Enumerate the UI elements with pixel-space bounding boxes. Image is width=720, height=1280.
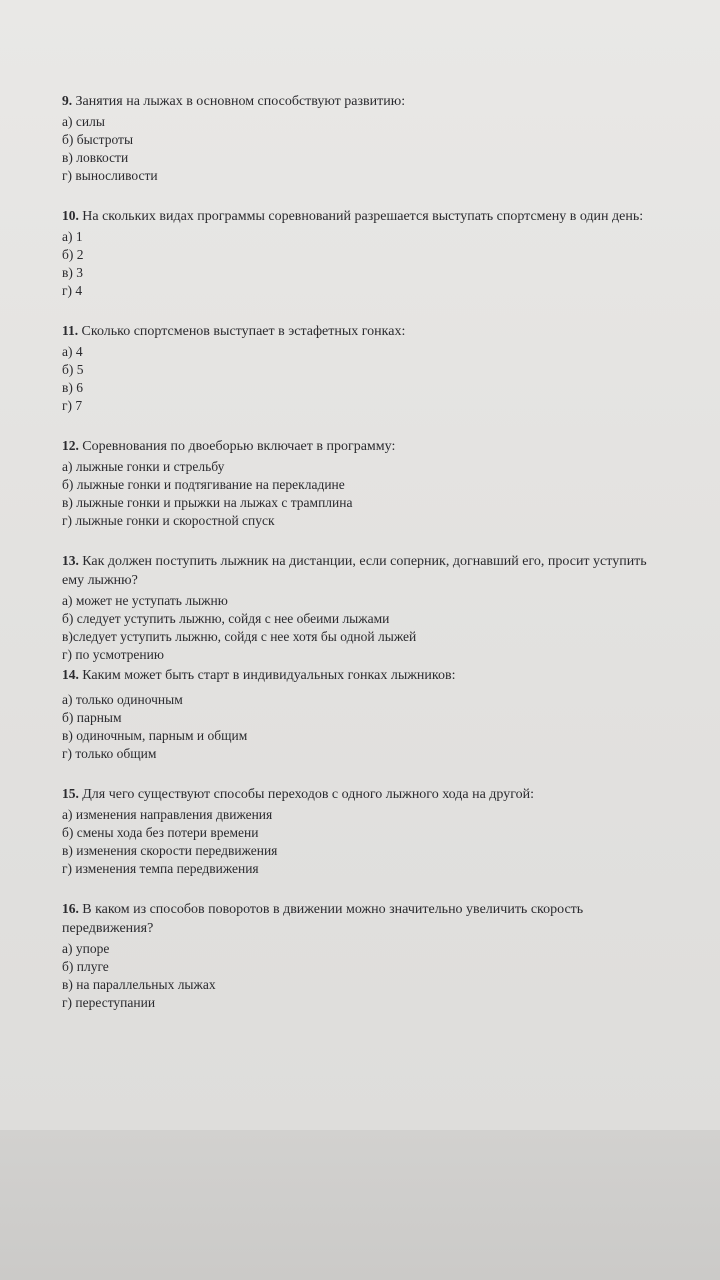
answer-option: в) одиночным, парным и общим [62, 728, 248, 743]
answer-option: б) парным [62, 710, 122, 725]
answer-option: б) быстроты [62, 132, 134, 147]
answer-option: а) изменения направления движения [62, 807, 273, 822]
answer-option: а) силы [62, 114, 105, 129]
question-text: На скольких видах программы соревнований разрешается выступать спортсмену в один день: [82, 209, 644, 224]
question-title [62, 92, 662, 111]
answer-option: г) только общим [62, 746, 157, 761]
answer-option: а) 4 [62, 344, 83, 359]
answer-option: а) лыжные гонки и стрельбу [62, 459, 225, 474]
question-number: 14. [62, 667, 79, 682]
answer-option: в)следует уступить лыжню, сойдя с нее хотя бы одной лыжей [62, 629, 417, 644]
question-title [62, 437, 662, 456]
question-text: Как должен поступить лыжник на дистанции, если соперник, догнавший его, просит уступить ему лыжню? [62, 554, 647, 588]
question-title [62, 552, 662, 590]
question-12 [62, 437, 662, 530]
question-16 [62, 900, 662, 1012]
quiz-content [62, 92, 662, 1034]
answer-option: г) лыжные гонки и скоростной спуск [62, 513, 275, 528]
answer-option: а) упоре [62, 941, 110, 956]
question-text: Для чего существуют способы переходов с одного лыжного хода на другой: [82, 787, 535, 802]
answer-option: г) изменения темпа передвижения [62, 861, 259, 876]
question-13 [62, 552, 662, 664]
answer-option: в) ловкости [62, 150, 129, 165]
question-title [62, 207, 662, 226]
answer-option: в) на параллельных лыжах [62, 977, 216, 992]
question-text: В каком из способов поворотов в движении можно значительно увеличить скорость передвижения? [62, 902, 584, 936]
answer-option: в) 6 [62, 380, 83, 395]
question-text: Каким может быть старт в индивидуальных гонках лыжников: [82, 668, 456, 683]
question-title [62, 666, 662, 685]
answer-option: в) 3 [62, 265, 83, 280]
answer-option: а) 1 [62, 229, 83, 244]
answer-option: б) следует уступить лыжню, сойдя с нее обеими лыжами [62, 611, 390, 626]
question-text: Сколько спортсменов выступает в эстафетных гонках: [81, 324, 406, 339]
answer-option: г) выносливости [62, 168, 158, 183]
answer-option: б) смены хода без потери времени [62, 825, 259, 840]
question-text: Соревнования по двоеборью включает в программу: [82, 439, 396, 454]
question-number: 9. [62, 93, 73, 108]
question-title [62, 785, 662, 804]
question-11 [62, 322, 662, 415]
answer-option: в) изменения скорости передвижения [62, 843, 278, 858]
question-number: 16. [62, 901, 79, 916]
answer-option: г) 7 [62, 398, 83, 413]
answer-option: г) переступании [62, 995, 156, 1010]
answer-option: а) только одиночным [62, 692, 183, 707]
question-number: 13. [62, 553, 79, 568]
answer-option: г) по усмотрению [62, 647, 164, 662]
answer-option: б) лыжные гонки и подтягивание на перекладине [62, 477, 345, 492]
question-10 [62, 207, 662, 300]
question-text: Занятия на лыжах в основном способствуют развитию: [75, 94, 406, 109]
answer-option: б) плуге [62, 959, 109, 974]
desk-surface [0, 1130, 720, 1280]
question-14 [62, 666, 662, 763]
question-15 [62, 785, 662, 878]
answer-option: б) 2 [62, 247, 84, 262]
answer-option: б) 5 [62, 362, 84, 377]
question-9 [62, 92, 662, 185]
question-title [62, 322, 662, 341]
question-number: 11. [62, 323, 79, 338]
answer-option: г) 4 [62, 283, 83, 298]
question-number: 15. [62, 786, 79, 801]
question-number: 12. [62, 438, 79, 453]
answer-option: а) может не уступать лыжню [62, 593, 228, 608]
question-number: 10. [62, 208, 79, 223]
answer-option: в) лыжные гонки и прыжки на лыжах с трамплина [62, 495, 353, 510]
question-title [62, 900, 662, 938]
